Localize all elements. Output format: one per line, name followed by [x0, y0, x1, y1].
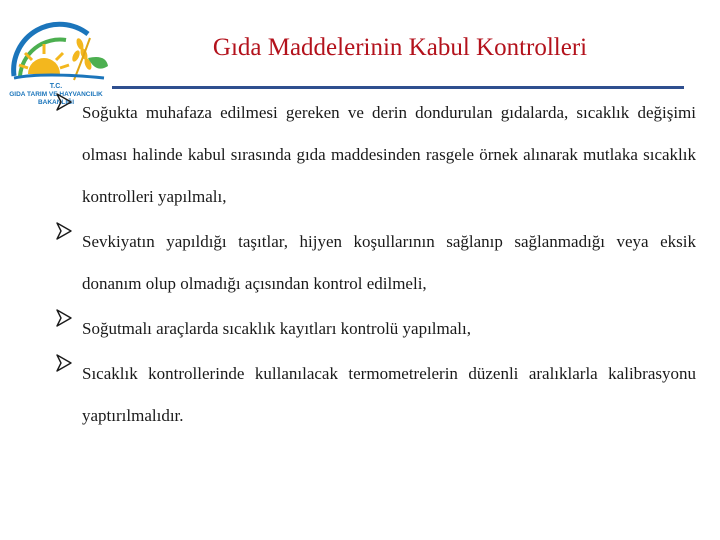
title-divider	[112, 86, 684, 89]
arrow-bullet-icon	[56, 354, 72, 372]
bullet-text: Soğutmalı araçlarda sıcaklık kayıtları kontrolü yapılmalı,	[82, 319, 471, 338]
list-item	[56, 221, 696, 305]
svg-text:T.C.: T.C.	[49, 83, 63, 90]
arrow-bullet-icon	[56, 309, 72, 327]
arrow-bullet-icon	[56, 222, 72, 240]
bullet-text: Sevkiyatın yapıldığı taşıtlar, hijyen koşullarının sağlanıp sağlanmadığı veya eksik donanım olup olmadığı açısından kontrol edilmeli,	[82, 232, 696, 293]
bullet-text: Sıcaklık kontrollerinde kullanılacak termometrelerin düzenli aralıklarla kalibrasyonu yaptırılmalıdır.	[82, 364, 696, 425]
page-title: Gıda Maddelerinin Kabul Kontrolleri	[212, 34, 588, 61]
bullet-text: Soğukta muhafaza edilmesi gereken ve derin dondurulan gıdalarda, sıcaklık değişimi olması halinde kabul sırasında gıda maddesinden rasgele örnek alınarak mutlaka sıcaklık kontrolleri yapılmalı,	[82, 103, 696, 206]
bullet-list	[56, 103, 696, 451]
list-item	[56, 353, 696, 437]
svg-text:GIDA TARIM VE HAYVANCILIK: GIDA TARIM VE HAYVANCILIK	[9, 91, 103, 98]
list-item	[56, 308, 696, 350]
svg-text:BAKANLIĞI: BAKANLIĞI	[37, 99, 75, 106]
arrow-bullet-icon	[56, 93, 72, 111]
list-item	[56, 92, 696, 218]
